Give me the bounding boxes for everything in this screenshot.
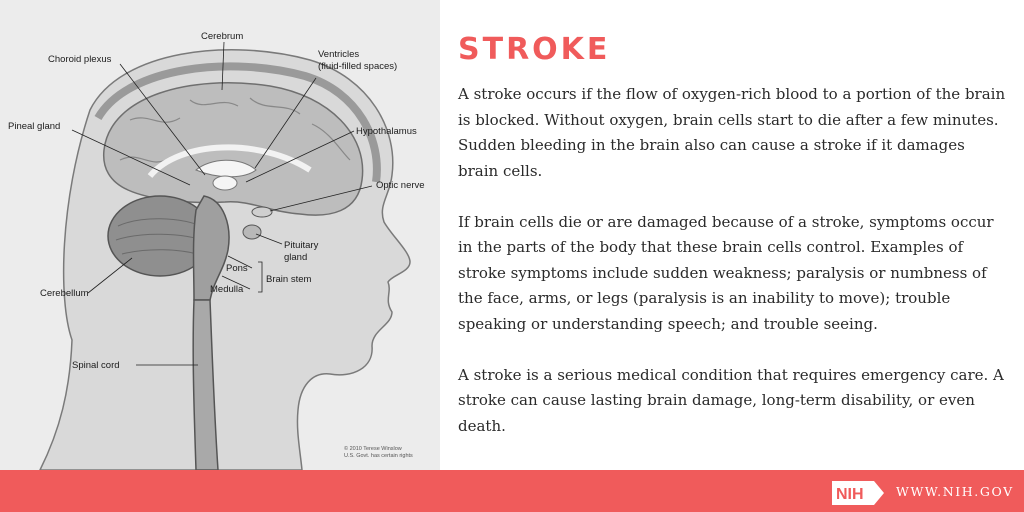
illustration-credit: © 2010 Terese Winslow	[344, 446, 402, 452]
label-choroid-plexus: Choroid plexus	[48, 54, 112, 65]
label-cerebrum: Cerebrum	[201, 31, 244, 42]
label-hypothalamus: Hypothalamus	[356, 126, 417, 137]
nih-logo[interactable]	[832, 481, 886, 505]
label-brain-stem: Brain stem	[266, 274, 312, 285]
illustration-credit-rights: U.S. Govt. has certain rights	[344, 453, 413, 459]
label-medulla: Medulla	[210, 284, 244, 295]
page-title: STROKE	[458, 32, 611, 67]
label-pons: Pons	[226, 263, 248, 274]
paragraph-emergency: A stroke is a serious medical condition that requires emergency care. A stroke can cause lasting brain damage, long-term disability, or even death.	[458, 365, 1004, 435]
label-ventricles: Ventricles	[318, 49, 360, 60]
label-pineal-gland: Pineal gland	[8, 121, 61, 132]
brain-diagram	[0, 0, 440, 470]
label-pituitary-gland: gland	[284, 252, 308, 263]
label-spinal-cord: Spinal cord	[72, 360, 120, 371]
label-ventricles-sub: (fluid-filled spaces)	[318, 61, 398, 72]
label-pituitary: Pituitary	[284, 240, 319, 251]
label-optic-nerve: Optic nerve	[376, 180, 425, 191]
nih-logo-text: NIH	[836, 486, 864, 503]
paragraph-definition: A stroke occurs if the flow of oxygen-rich blood to a portion of the brain is blocked. Without oxygen, brain cells start to die after a few minutes. Sudden bleeding in the brain also can cause a stroke if it damages brain cells.	[458, 85, 1006, 180]
brain-illustration	[0, 0, 440, 470]
label-cerebellum: Cerebellum	[40, 288, 89, 299]
article-content	[458, 30, 1006, 465]
paragraph-symptoms: If brain cells die or are damaged because of a stroke, symptoms occur in the parts of the body that these brain cells control. Examples of stroke symptoms include sudden weakness; paralysis or numbness of the face, arms, or legs (paralysis is an inability to move); trouble speaking or understanding speech; and trouble seeing.	[458, 212, 994, 333]
website-link[interactable]: WWW.NIH.GOV	[896, 484, 1014, 499]
